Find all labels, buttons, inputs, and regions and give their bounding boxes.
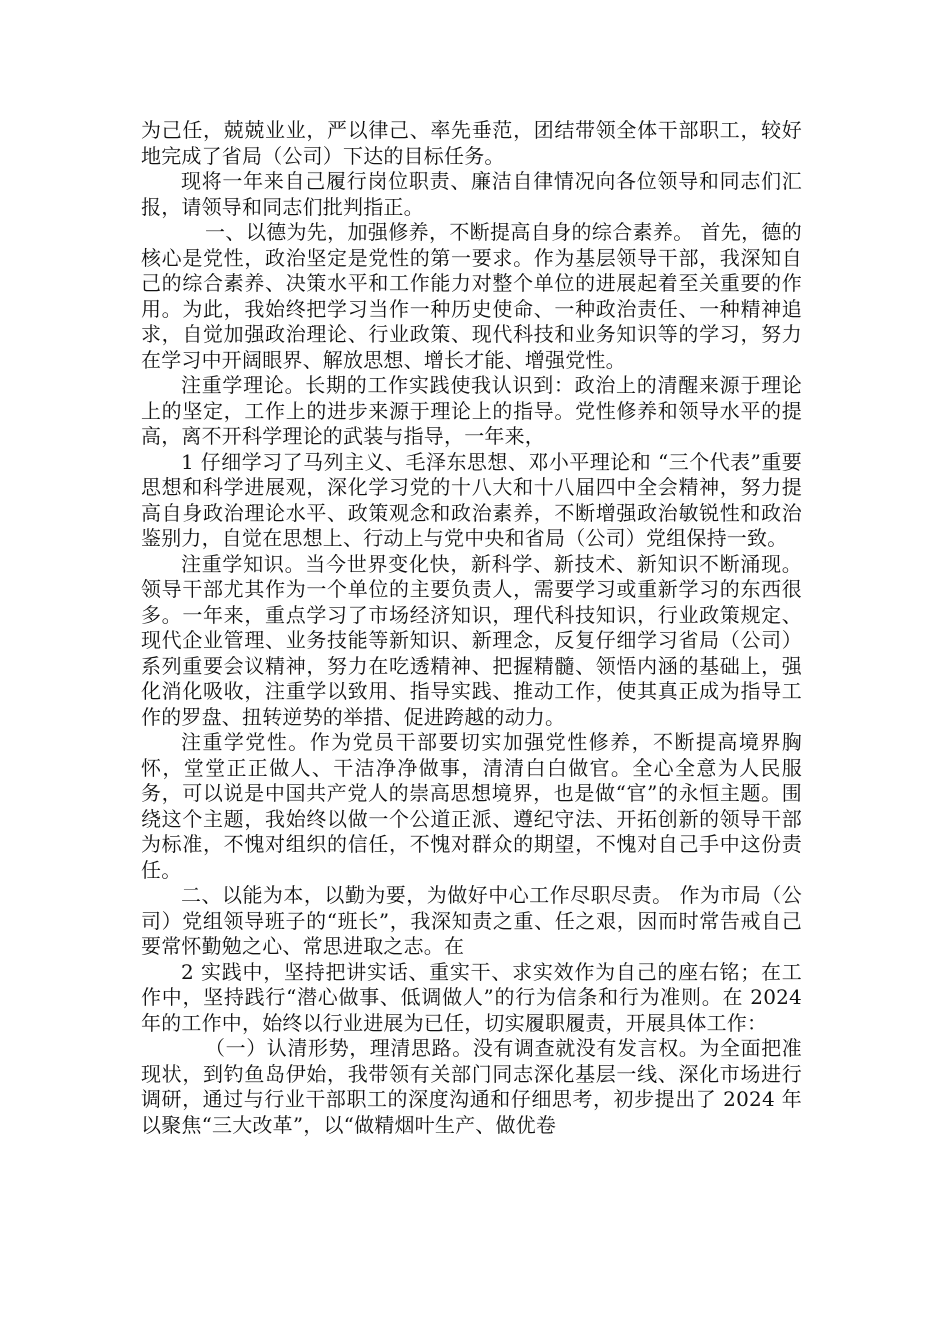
paragraph-study-theory: 注重学理论。长期的工作实践使我认识到：政治上的清醒来源于理论上的坚定，工作上的进步来源于理论上的指导。党性修养和领导水平的提高，离不开科学理论的武装与指导，一年来，	[141, 373, 802, 448]
paragraph-study-theory-detail: 1 仔细学习了马列主义、毛泽东思想、邓小平理论和 “三个代表”重要思想和科学进展观，深化学习党的十八大和十八届四中全会精神，努力提高自身政治理论水平、政策观念和政治素养，不断增强政治敏锐性和政治鉴别力，自觉在思想上、行动上与党中央和省局（公司）党组保持一致。	[141, 449, 802, 550]
paragraph-study-knowledge: 注重学知识。当今世界变化快，新科学、新技术、新知识不断涌现。领导干部尤其作为一个单位的主要负责人，需要学习或重新学习的东西很多。一年来，重点学习了市场经济知识，理代科技知识，行业政策规定、现代企业管理、业务技能等新知识、新理念，反复仔细学习省局（公司）系列重要会议精神，努力在吃透精神、把握精髓、领悟内涵的基础上，强化消化吸收，注重学以致用、指导实践、推动工作，使其真正成为指导工作的罗盘、扭转逆势的举措、促进跨越的动力。	[141, 551, 802, 729]
paragraph-practice: 2 实践中，坚持把讲实话、重实干、求实效作为自己的座右铭；在工作中，坚持践行“潜心做事、低调做人”的行为信条和行为准则。在 2024 年的工作中，始终以行业进展为已任，切实履职履责，开展具体工作：	[141, 959, 802, 1035]
paragraph-section-one-heading: 一、以德为先，加强修养，不断提高自身的综合素养。 首先，德的核心是党性，政治坚定是党性的第一要求。作为基层领导干部，我深知自己的综合素养、决策水平和工作能力对整个单位的进展起着至关重要的作用。为此，我始终把学习当作一种历史使命、一种政治责任、一种精神追求，自觉加强政治理论、行业政策、现代科技和业务知识等的学习，努力在学习中开阔眼界、解放思想、增长才能、增强党性。	[141, 220, 802, 372]
document-body	[141, 118, 802, 1138]
paragraph-report-intro: 现将一年来自己履行岗位职责、廉洁自律情况向各位领导和同志们汇报，请领导和同志们批判指正。	[141, 169, 802, 219]
paragraph-subsection-one: （一）认清形势，理清思路。没有调查就没有发言权。为全面把准现状，到钓鱼岛伊始，我带领有关部门同志深化基层一线、深化市场进行调研，通过与行业干部职工的深度沟通和仔细思考，初步提出了 2024 年以聚焦“三大改革”，以“做精烟叶生产、做优卷	[141, 1036, 802, 1137]
paragraph-section-two-heading: 二、以能为本，以勤为要，为做好中心工作尽职尽责。 作为市局（公司）党组领导班子的“班长”，我深知责之重、任之艰，因而时常告戒自己要常怀勤勉之心、常思进取之志。在	[141, 883, 802, 958]
paragraph-continuation: 为己任，兢兢业业，严以律己、率先垂范，团结带领全体干部职工，较好地完成了省局（公司）下达的目标任务。	[141, 118, 802, 168]
paragraph-study-party-spirit: 注重学党性。作为党员干部要切实加强党性修养，不断提高境界胸怀，堂堂正正做人、干洁净净做事，清清白白做官。全心全意为人民服务，可以说是中国共产党人的崇高思想境界，也是做“官”的永恒主题。围绕这个主题，我始终以做一个公道正派、遵纪守法、开拓创新的领导干部为标准，不愧对组织的信任，不愧对群众的期望，不愧对自己手中这份责任。	[141, 730, 802, 882]
